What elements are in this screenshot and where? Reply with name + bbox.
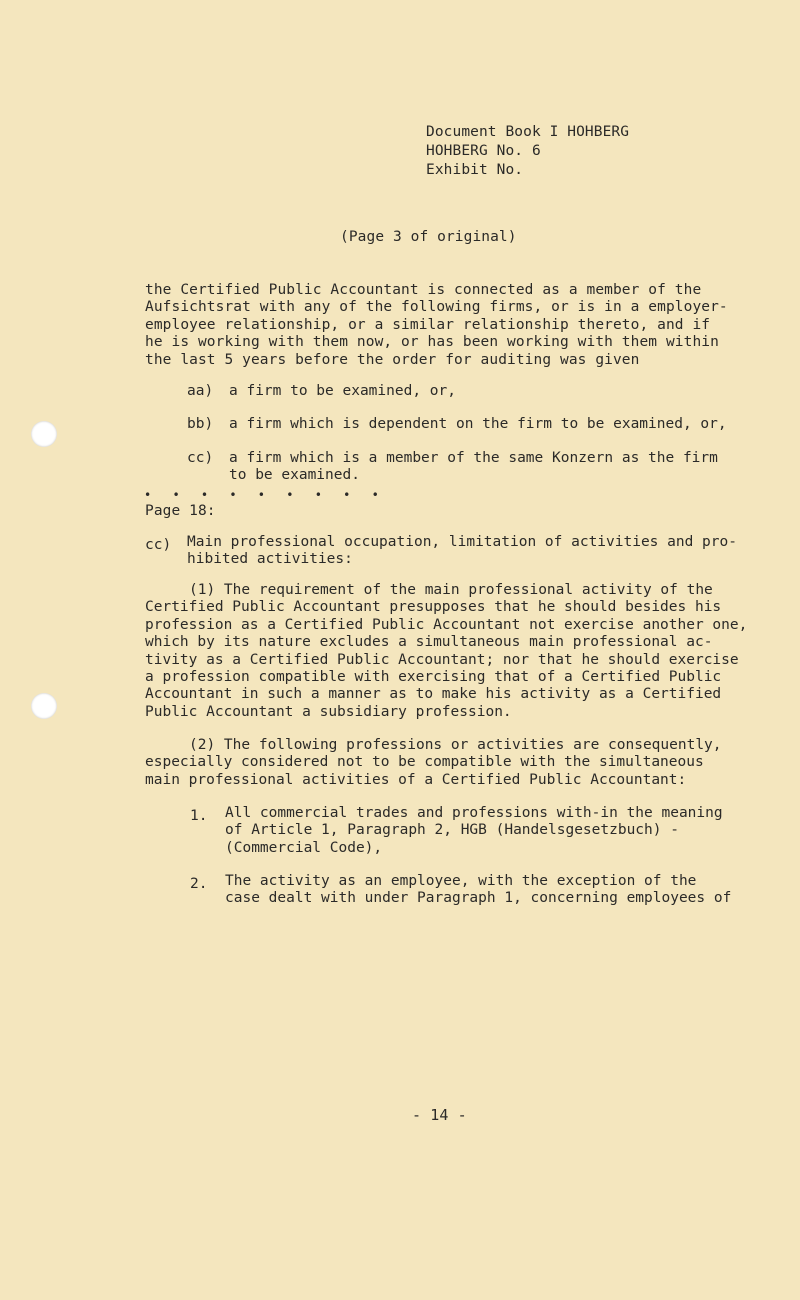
punch-hole — [31, 421, 57, 447]
section-marker: cc) — [145, 537, 172, 553]
list-item-marker: bb) — [187, 416, 214, 432]
list-item-text: a firm which is a member of the same Konzern as the firm — [229, 450, 718, 466]
separator-dots: • • • • • • • • • — [144, 488, 386, 502]
text-line: employee relationship, or a similar relationship thereto, and if — [145, 316, 711, 333]
text-line: profession as a Certified Public Accountant not exercise another one, — [145, 616, 748, 633]
section-heading — [187, 534, 737, 569]
paragraph-2 — [145, 737, 722, 789]
list-item-marker: cc) — [187, 450, 214, 466]
numbered-item-marker: 1. — [190, 808, 208, 824]
text-line: (2) The following professions or activities are consequently, — [189, 737, 722, 753]
text-line: he is working with them now, or has been working with them within — [145, 334, 719, 351]
text-line: Main professional occupation, limitation of activities and pro- — [187, 534, 737, 550]
text-line: All commercial trades and professions with-in the meaning — [225, 805, 723, 821]
text-line: especially considered not to be compatible with the simultaneous — [145, 754, 704, 771]
text-line: Accountant in such a manner as to make his activity as a Certified — [145, 686, 722, 703]
numbered-item-marker: 2. — [190, 876, 208, 892]
text-line: hibited activities: — [187, 551, 353, 568]
header-line: Exhibit No. — [426, 162, 524, 178]
page-label: Page 18: — [145, 503, 216, 519]
numbered-item — [225, 805, 723, 857]
text-line: a profession compatible with exercising that of a Certified Public — [145, 669, 722, 686]
text-line: the Certified Public Accountant is connected as a member of the — [145, 282, 702, 298]
header-line: Document Book I HOHBERG — [426, 124, 630, 140]
paragraph-1 — [145, 582, 747, 721]
text-line: tivity as a Certified Public Accountant; nor that he should exercise — [145, 651, 739, 668]
text-line: the last 5 years before the order for auditing was given — [145, 351, 640, 368]
header-line: HOHBERG No. 6 — [426, 143, 541, 159]
intro-paragraph — [145, 282, 728, 369]
page-number: - 14 - — [412, 1106, 467, 1124]
text-line: main professional activities of a Certified Public Accountant: — [145, 771, 687, 788]
page-of-original: (Page 3 of original) — [340, 229, 517, 245]
numbered-item — [225, 873, 731, 908]
text-line: (1) The requirement of the main professional activity of the — [189, 582, 713, 598]
list-item-text: a firm to be examined, or, — [229, 383, 456, 399]
punch-hole — [31, 693, 57, 719]
list-item-marker: aa) — [187, 383, 214, 399]
list-item-text: to be examined. — [229, 467, 360, 483]
text-line: of Article 1, Paragraph 2, HGB (Handelsgesetzbuch) - — [225, 822, 679, 839]
list-item-text: a firm which is dependent on the firm to be examined, or, — [229, 416, 727, 432]
text-line: Certified Public Accountant presupposes that he should besides his — [145, 599, 722, 616]
text-line: The activity as an employee, with the exception of the — [225, 873, 697, 889]
text-line: which by its nature excludes a simultaneous main professional ac- — [145, 634, 713, 651]
text-line: case dealt with under Paragraph 1, concerning employees of — [225, 890, 732, 907]
text-line: Public Accountant a subsidiary profession. — [145, 703, 512, 720]
text-line: Aufsichtsrat with any of the following firms, or is in a employer- — [145, 299, 728, 316]
text-line: (Commercial Code), — [225, 839, 383, 856]
document-header — [426, 124, 629, 181]
